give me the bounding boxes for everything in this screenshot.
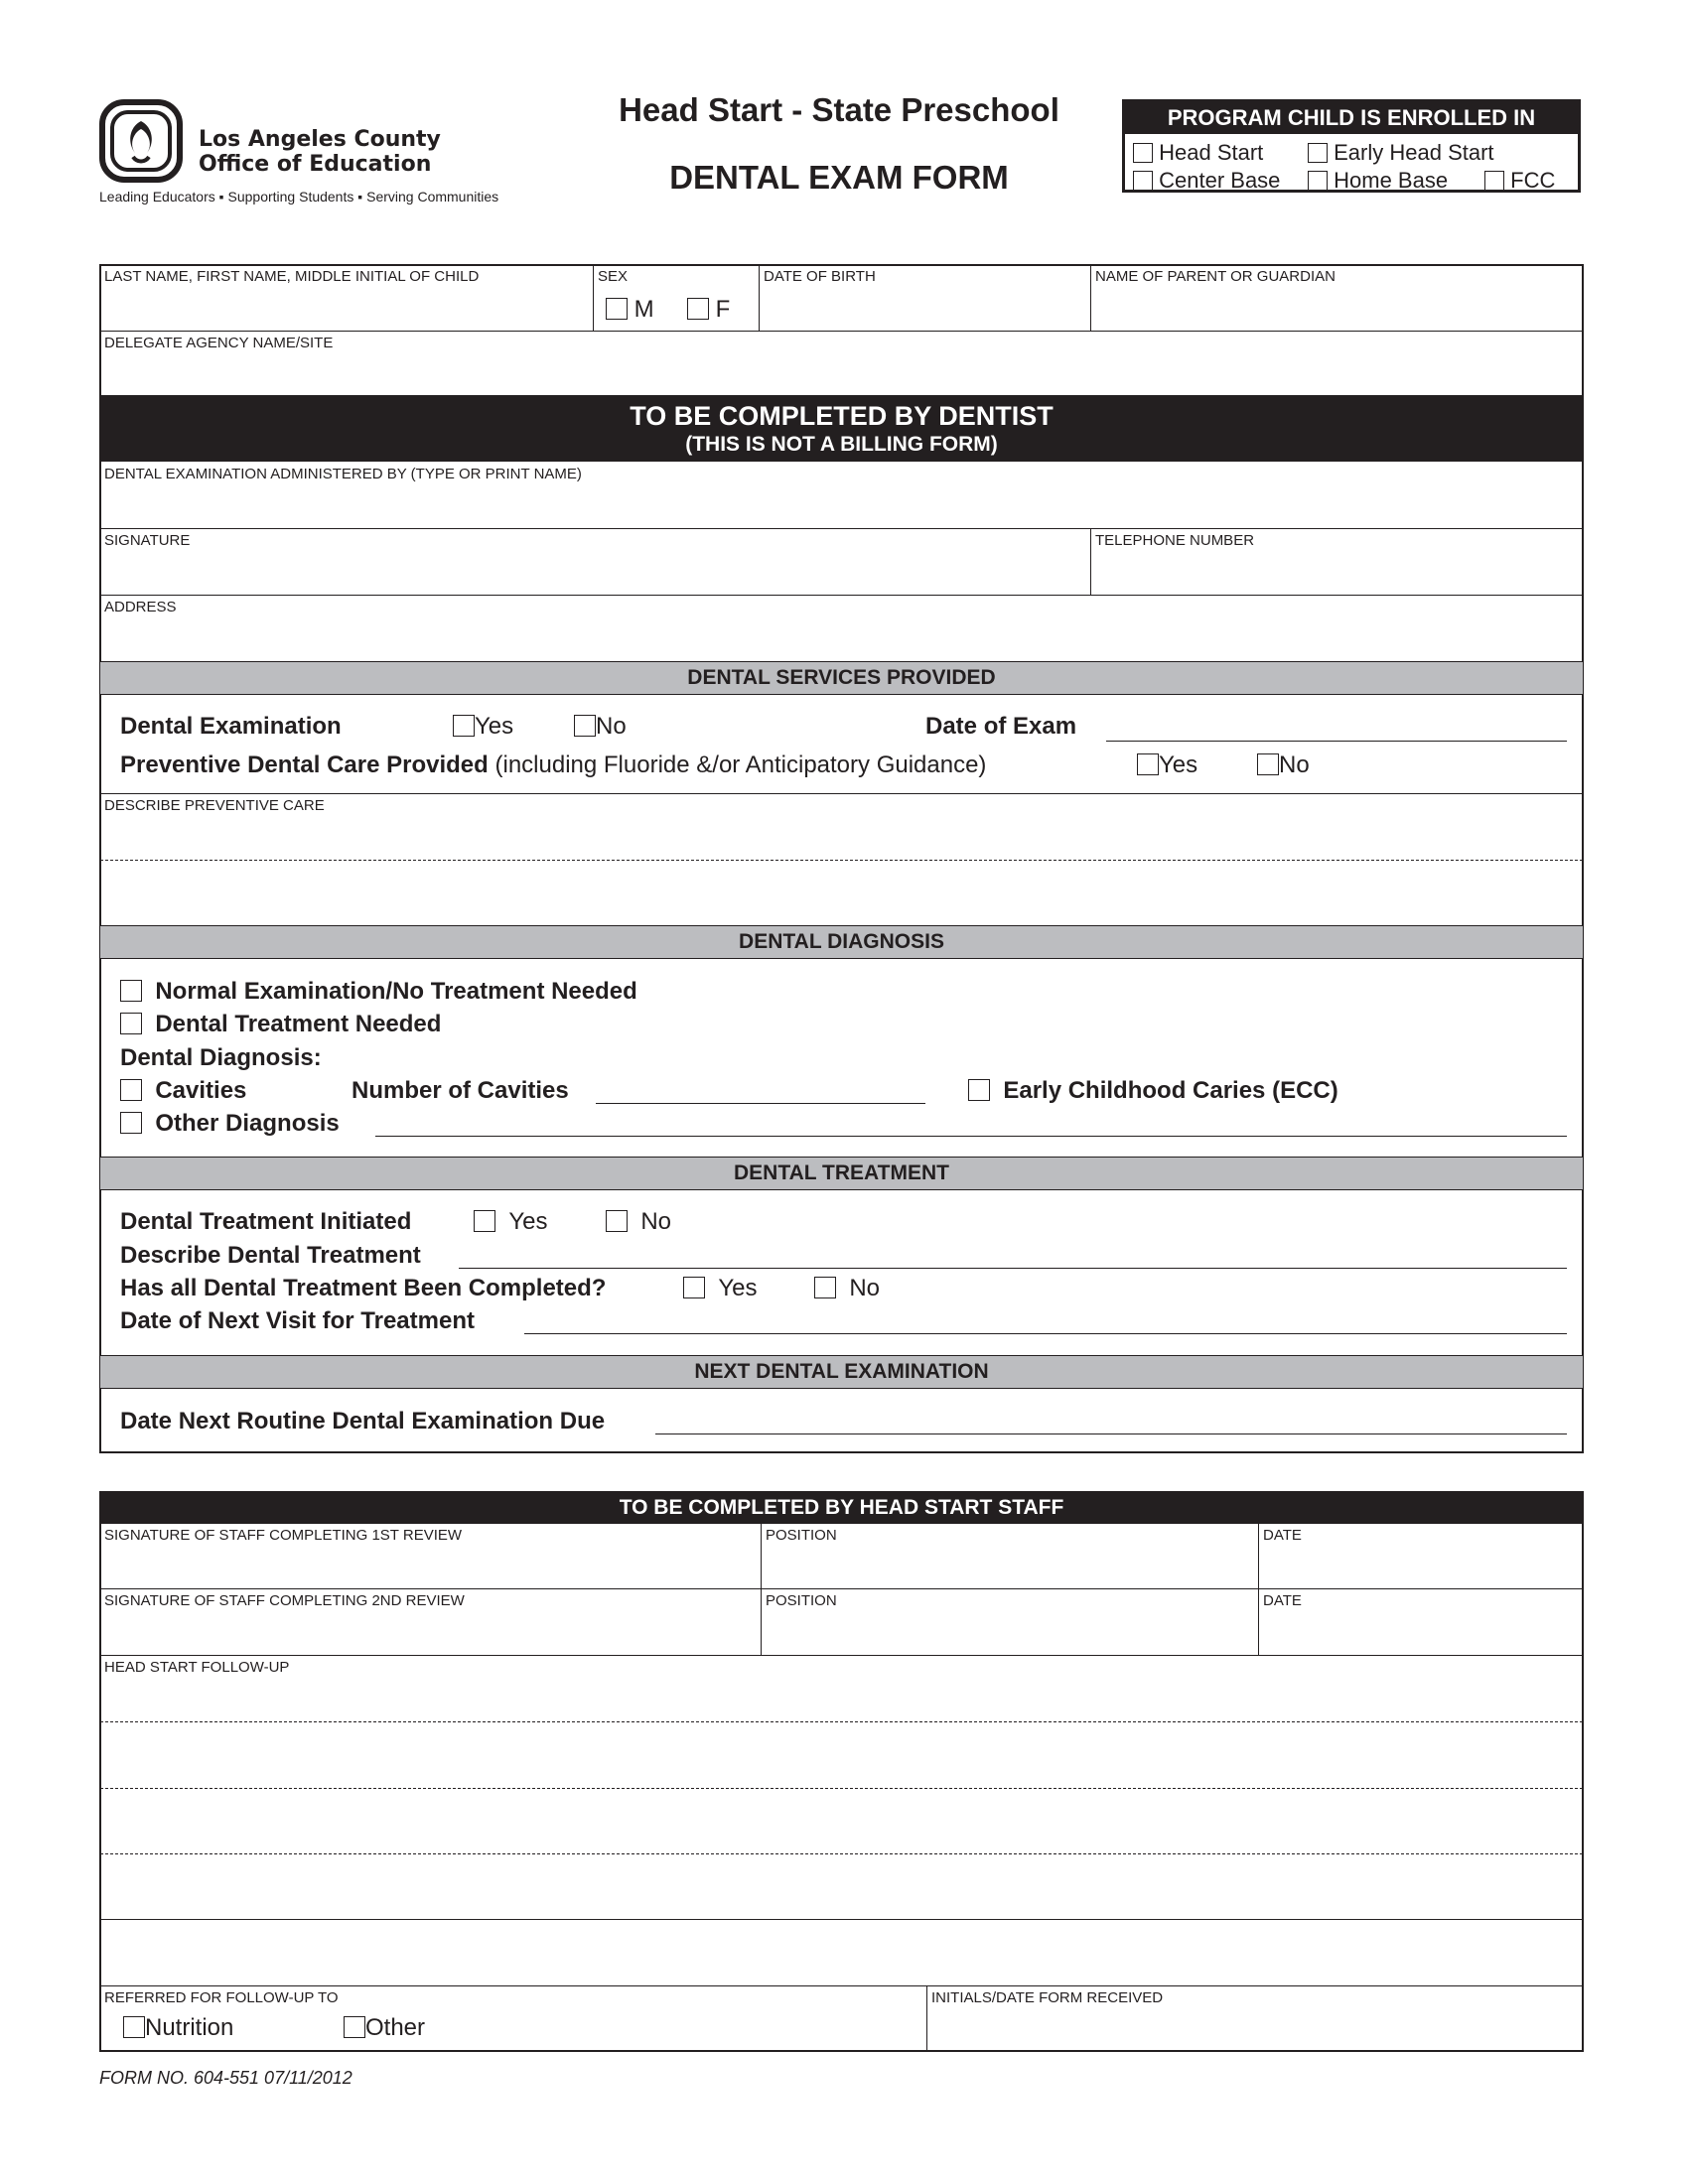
- checkbox[interactable]: [120, 980, 142, 1002]
- exam-yes[interactable]: [453, 713, 513, 741]
- address-field[interactable]: [101, 616, 1581, 658]
- sex-label: SEX: [598, 268, 629, 285]
- checkbox[interactable]: [574, 715, 596, 737]
- address-label: ADDRESS: [104, 599, 177, 615]
- program-option-head-start[interactable]: [1133, 140, 1263, 166]
- program-option-home-base[interactable]: [1308, 168, 1448, 194]
- initiated-no[interactable]: [606, 1208, 671, 1236]
- parent-field[interactable]: [1093, 286, 1580, 328]
- program-enrolled-box: [1122, 99, 1581, 193]
- treatment-initiated-label: Dental Treatment Initiated: [120, 1208, 412, 1235]
- services-section-header: DENTAL SERVICES PROVIDED: [100, 661, 1583, 695]
- signature-label: SIGNATURE: [104, 532, 191, 549]
- dob-field[interactable]: [762, 286, 1089, 328]
- staff-sig1-field[interactable]: [101, 1545, 759, 1586]
- staff-date2-label: DATE: [1263, 1592, 1302, 1609]
- option-label: Cavities: [155, 1077, 247, 1104]
- sex-option-m[interactable]: [606, 296, 654, 324]
- option-label: No: [640, 1208, 672, 1235]
- date-of-exam-field[interactable]: [1106, 741, 1567, 742]
- completed-no[interactable]: [814, 1275, 880, 1302]
- diagnosis-section-header: DENTAL DIAGNOSIS: [100, 925, 1583, 959]
- option-label: Other Diagnosis: [155, 1110, 340, 1137]
- staff-section-header: TO BE COMPLETED BY HEAD START STAFF: [100, 1492, 1583, 1524]
- describe-treatment-field[interactable]: [459, 1268, 1567, 1269]
- administered-label: DENTAL EXAMINATION ADMINISTERED BY (TYPE OR PRINT NAME): [104, 466, 582, 482]
- form-number: FORM NO. 604-551 07/11/2012: [99, 2068, 352, 2088]
- staff-date1-field[interactable]: [1261, 1545, 1581, 1586]
- checkbox[interactable]: [814, 1277, 836, 1298]
- staff-sig1-label: SIGNATURE OF STAFF COMPLETING 1ST REVIEW: [104, 1527, 463, 1544]
- preventive-no[interactable]: [1257, 751, 1310, 779]
- treatment-section-header: DENTAL TREATMENT: [100, 1157, 1583, 1190]
- cavities-option[interactable]: [120, 1077, 246, 1105]
- child-name-label: LAST NAME, FIRST NAME, MIDDLE INITIAL OF CHILD: [104, 268, 480, 285]
- referred-label: REFERRED FOR FOLLOW-UP TO: [104, 1989, 339, 2006]
- option-label: No: [1279, 751, 1310, 778]
- staff-position1-field[interactable]: [764, 1545, 1256, 1586]
- administered-field[interactable]: [101, 483, 1581, 525]
- staff-sig2-label: SIGNATURE OF STAFF COMPLETING 2ND REVIEW: [104, 1592, 465, 1609]
- option-label: Nutrition: [145, 2014, 234, 2041]
- staff-date2-field[interactable]: [1261, 1610, 1581, 1652]
- org-name-line1: Los Angeles County: [199, 127, 441, 152]
- other-diagnosis-field[interactable]: [375, 1136, 1567, 1137]
- next-exam-due-field[interactable]: [655, 1433, 1567, 1434]
- referred-nutrition[interactable]: [123, 2014, 233, 2042]
- dentist-section-header: [100, 395, 1583, 462]
- option-label: Yes: [508, 1208, 548, 1235]
- sex-option-f[interactable]: [687, 296, 730, 324]
- staff-position2-field[interactable]: [764, 1610, 1256, 1652]
- child-name-field[interactable]: [101, 286, 592, 328]
- next-exam-section-header: NEXT DENTAL EXAMINATION: [100, 1355, 1583, 1389]
- tagline: Leading Educators ▪ Supporting Students ▪ Serving Communities: [99, 189, 499, 205]
- program-heading: PROGRAM CHILD IS ENROLLED IN: [1125, 102, 1578, 134]
- option-label: Yes: [475, 713, 514, 740]
- checkbox[interactable]: [1484, 171, 1504, 191]
- staff-position1-label: POSITION: [766, 1527, 837, 1544]
- preventive-note: (including Fluoride &/or Anticipatory Guidance): [494, 751, 987, 778]
- diagnosis-label: Dental Diagnosis:: [120, 1044, 322, 1071]
- checkbox[interactable]: [344, 2016, 365, 2038]
- option-label: No: [849, 1275, 881, 1301]
- other-diagnosis-option[interactable]: [120, 1110, 340, 1138]
- dentist-subheading: (THIS IS NOT A BILLING FORM): [685, 433, 998, 456]
- page-title: Head Start - State Preschool: [619, 91, 1059, 128]
- exam-label: Dental Examination: [120, 713, 342, 740]
- lacoe-logo-icon: [99, 99, 183, 183]
- normal-exam-option[interactable]: [120, 978, 637, 1006]
- preventive-label: Preventive Dental Care Provided: [120, 751, 489, 778]
- preventive-row: [120, 751, 986, 779]
- date-of-exam-label: Date of Exam: [925, 713, 1077, 740]
- option-label: Center Base: [1159, 168, 1281, 193]
- num-cavities-label: Number of Cavities: [352, 1077, 569, 1104]
- completed-yes[interactable]: [683, 1275, 758, 1302]
- option-label: Other: [365, 2014, 426, 2041]
- preventive-yes[interactable]: [1137, 751, 1197, 779]
- option-label: Normal Examination/No Treatment Needed: [155, 978, 637, 1005]
- checkbox[interactable]: [1137, 753, 1159, 775]
- checkbox[interactable]: [1133, 143, 1153, 163]
- telephone-label: TELEPHONE NUMBER: [1095, 532, 1255, 549]
- describe-preventive-label: DESCRIBE PREVENTIVE CARE: [104, 797, 325, 814]
- next-visit-field[interactable]: [524, 1333, 1567, 1334]
- next-visit-label: Date of Next Visit for Treatment: [120, 1307, 475, 1334]
- checkbox[interactable]: [120, 1079, 142, 1101]
- followup-label: HEAD START FOLLOW-UP: [104, 1659, 290, 1676]
- checkbox[interactable]: [1308, 143, 1328, 163]
- program-option-fcc[interactable]: [1484, 168, 1555, 194]
- checkbox[interactable]: [606, 1210, 628, 1232]
- checkbox[interactable]: [687, 298, 709, 320]
- initials-label: INITIALS/DATE FORM RECEIVED: [931, 1989, 1164, 2006]
- describe-treatment-label: Describe Dental Treatment: [120, 1242, 421, 1269]
- next-exam-due-label: Date Next Routine Dental Examination Due: [120, 1408, 606, 1434]
- checkbox[interactable]: [1133, 171, 1153, 191]
- option-label: Early Childhood Caries (ECC): [1003, 1077, 1338, 1104]
- signature-field[interactable]: [101, 550, 1088, 592]
- checkbox[interactable]: [606, 298, 628, 320]
- option-label: Dental Treatment Needed: [155, 1011, 442, 1037]
- option-label: M: [633, 296, 654, 323]
- program-option-center-base[interactable]: [1133, 168, 1280, 194]
- checkbox[interactable]: [453, 715, 475, 737]
- option-label: Home Base: [1334, 168, 1449, 193]
- option-label: Yes: [1159, 751, 1198, 778]
- telephone-field[interactable]: [1093, 550, 1580, 592]
- checkbox[interactable]: [120, 1112, 142, 1134]
- option-label: FCC: [1510, 168, 1556, 193]
- option-label: Head Start: [1159, 140, 1264, 165]
- option-label: Early Head Start: [1334, 140, 1494, 165]
- agency-field[interactable]: [101, 352, 1581, 394]
- staff-position2-label: POSITION: [766, 1592, 837, 1609]
- initiated-yes[interactable]: [474, 1208, 548, 1236]
- checkbox[interactable]: [123, 2016, 145, 2038]
- exam-no[interactable]: [574, 713, 627, 741]
- staff-date1-label: DATE: [1263, 1527, 1302, 1544]
- checkbox[interactable]: [474, 1210, 495, 1232]
- describe-preventive-field[interactable]: [101, 815, 1581, 924]
- staff-sig2-field[interactable]: [101, 1610, 759, 1652]
- checkbox[interactable]: [120, 1013, 142, 1034]
- option-label: Yes: [718, 1275, 758, 1301]
- program-option-early-head-start[interactable]: [1308, 140, 1494, 166]
- checkbox[interactable]: [1257, 753, 1279, 775]
- treatment-needed-option[interactable]: [120, 1011, 441, 1038]
- checkbox[interactable]: [1308, 171, 1328, 191]
- dob-label: DATE OF BIRTH: [764, 268, 876, 285]
- ecc-option[interactable]: [968, 1077, 1338, 1105]
- option-label: F: [715, 296, 731, 323]
- checkbox[interactable]: [968, 1079, 990, 1101]
- org-name-line2: Office of Education: [199, 152, 432, 177]
- initials-field[interactable]: [929, 2007, 1581, 2049]
- option-label: No: [596, 713, 627, 740]
- checkbox[interactable]: [683, 1277, 705, 1298]
- num-cavities-field[interactable]: [596, 1103, 925, 1104]
- form-title: DENTAL EXAM FORM: [669, 159, 1009, 196]
- agency-label: DELEGATE AGENCY NAME/SITE: [104, 335, 334, 351]
- dentist-heading: TO BE COMPLETED BY DENTIST: [630, 401, 1054, 431]
- treatment-completed-label: Has all Dental Treatment Been Completed?: [120, 1275, 607, 1301]
- parent-label: NAME OF PARENT OR GUARDIAN: [1095, 268, 1336, 285]
- followup-field[interactable]: [101, 1677, 1581, 1984]
- logo: [99, 99, 183, 183]
- referred-other[interactable]: [344, 2014, 425, 2042]
